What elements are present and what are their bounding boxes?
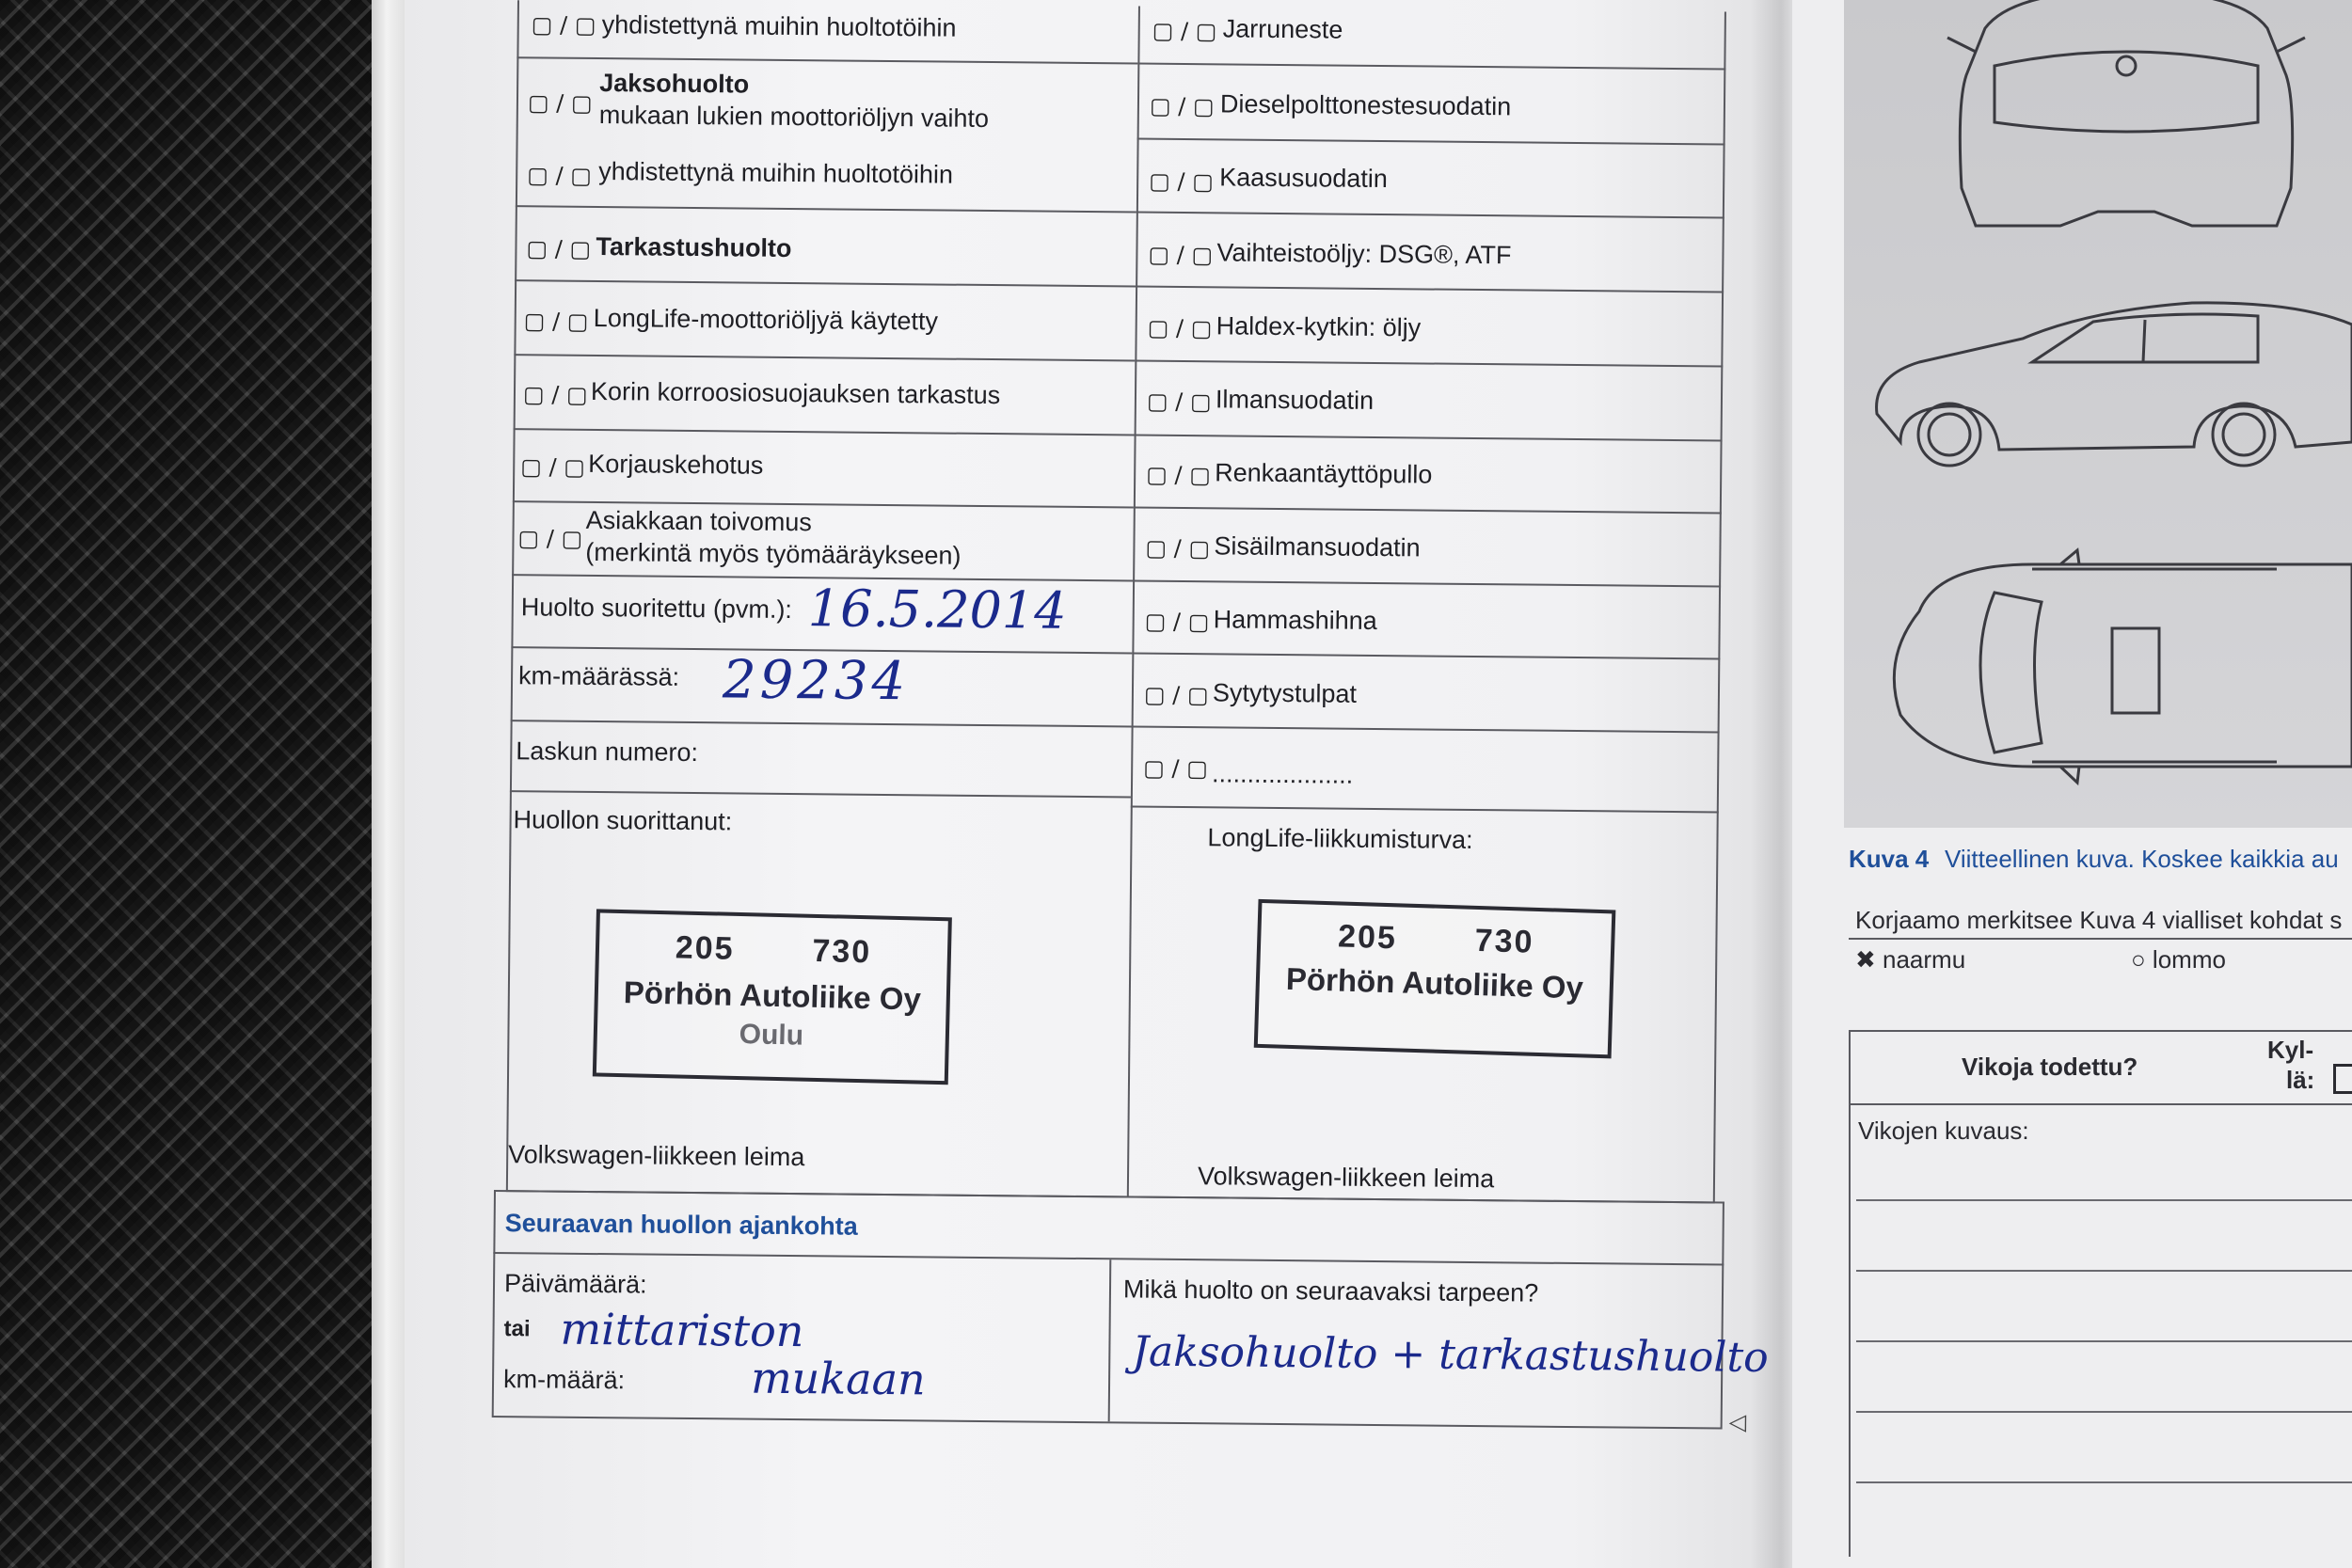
row-divider [1132,725,1720,733]
service-item-blank: .................... [1211,759,1354,789]
service-item-spark-plugs: Sytytystulpat [1212,678,1358,708]
km-value[interactable]: 29234 [722,649,910,713]
performed-by-label: Huollon suorittanut: [513,805,733,836]
checkbox-pair[interactable]: ▢ / ▢ [522,381,588,408]
longlife-label: LongLife-liikkumisturva: [1207,823,1473,854]
service-date-label: Huolto suoritettu (pvm.): [520,593,793,625]
note-divider [1849,938,2352,940]
defects-yes-checkbox[interactable] [2333,1064,2352,1094]
row-divider [1856,1199,2352,1201]
service-item-haldex-oil: Haldex-kytkin: öljy [1216,311,1422,342]
row-divider [1134,507,1722,515]
defects-yes-label-2: lä: [2286,1066,2315,1094]
service-item-repair-request: Korjauskehotus [588,449,764,480]
service-item-combined-1: yhdistettynä muihin huoltotöihin [601,10,957,42]
table-border-left [506,0,519,1190]
service-item-gearbox-oil: Vaihteistoöljy: DSG®, ATF [1216,238,1512,270]
service-item-timing-belt: Hammashihna [1213,605,1377,635]
workshop-note: Korjaamo merkitsee Kuva 4 vialliset kohdat s [1855,906,2343,934]
service-item-tyre-inflator: Renkaantäyttöpullo [1215,458,1433,489]
stamp-dealer-name: Pörhön Autoliike Oy [1285,960,1584,1006]
service-date-value[interactable]: 16.5.2014 [807,578,1067,641]
checkbox-pair[interactable]: ▢ / ▢ [531,11,596,39]
service-item-corrosion-check: Korin korroosiosuojauksen tarkastus [590,376,1001,410]
stamp-numbers [599,928,948,974]
stamp-number-2: 730 [1474,922,1535,960]
row-divider [514,428,1135,436]
defects-table [1849,1030,2352,1557]
checkbox-pair[interactable]: ▢ / ▢ [1148,241,1214,269]
section-border-bottom [492,1416,1723,1430]
booklet-edge [372,0,409,1568]
stamp-label-left: Volkswagen-liikkeen leima [508,1140,805,1172]
checkbox-pair[interactable]: ▢ / ▢ [1149,167,1215,196]
defects-question: Vikoja todettu? [1962,1053,2138,1081]
stamp-dealer-name: Pörhön Autoliike Oy [623,974,922,1017]
legend-scratch: ✖ naarmu [1855,945,1966,974]
service-item-customer-wish: Asiakkaan toivomus [585,505,812,537]
legend-dent: ○ lommo [2131,945,2226,974]
car-rear-view-icon [1947,0,2305,226]
checkbox-pair[interactable]: ▢ / ▢ [1152,17,1217,45]
checkbox-pair[interactable]: ▢ / ▢ [1143,681,1209,709]
service-item-diesel-filter: Dieselpolttonestesuodatin [1219,89,1512,121]
service-item-cabin-filter: Sisäilmansuodatin [1214,531,1421,562]
stamp-city: Oulu [739,1019,804,1052]
car-diagram-svg [1844,0,2352,828]
next-service-title: Seuraavan huollon ajankohta [504,1209,858,1241]
figure-caption: Viitteellinen kuva. Koskee kaikkia au [1945,845,2339,873]
stamp-number-1: 205 [675,929,736,967]
service-record-table [487,0,1726,1206]
page-arrow-icon: ◁ [1728,1409,1747,1435]
checkbox-pair[interactable]: ▢ / ▢ [1149,92,1215,120]
next-handwritten-line-1[interactable]: mittariston [560,1303,804,1357]
service-item-gas-filter: Kaasusuodatin [1219,163,1389,194]
dealer-stamp-left [593,909,952,1085]
car-side-view-icon [1877,303,2352,466]
table-column-divider [1127,7,1140,1196]
checkbox-pair[interactable]: ▢ / ▢ [1143,754,1209,783]
checkbox-pair[interactable]: ▢ / ▢ [526,235,592,262]
row-divider [510,790,1131,798]
row-divider [1136,286,1724,293]
next-date-label: Päivämäärä: [503,1269,647,1299]
row-divider [1856,1481,2352,1483]
stamp-label-right: Volkswagen-liikkeen leima [1197,1162,1495,1194]
checkbox-pair[interactable]: ▢ / ▢ [527,89,593,117]
checkbox-pair[interactable]: ▢ / ▢ [1145,534,1211,562]
service-item-inspection: Tarkastushuolto [596,232,792,263]
service-item-interval-title: Jaksohuolto [599,69,750,99]
defects-yes-label-1: Kyl- [2267,1036,2314,1064]
checkbox-pair[interactable]: ▢ / ▢ [1144,608,1210,636]
checkbox-pair[interactable]: ▢ / ▢ [1146,388,1212,416]
next-handwritten-line-2[interactable]: mukaan [750,1352,926,1405]
invoice-number-label: Laskun numero: [516,736,699,768]
row-divider [1135,435,1723,442]
checkbox-pair[interactable]: ▢ / ▢ [520,453,586,481]
defects-description-label: Vikojen kuvaus: [1858,1117,2029,1145]
dealer-stamp-right [1254,899,1616,1059]
row-divider [1135,360,1723,368]
checkbox-pair[interactable]: ▢ / ▢ [517,525,583,552]
checkbox-pair[interactable]: ▢ / ▢ [527,162,593,189]
table-border-left [1849,1030,1851,1557]
next-service-question: Mikä huolto on seuraavaksi tarpeen? [1122,1275,1539,1307]
section-divider [1108,1259,1112,1421]
service-item-brake-fluid: Jarruneste [1222,14,1343,44]
row-divider [1849,1103,2352,1105]
stamp-number-2: 730 [812,932,872,971]
row-divider [511,720,1132,727]
row-divider [514,354,1135,361]
next-or-label: tai [503,1316,531,1342]
checkbox-pair[interactable]: ▢ / ▢ [1146,461,1212,489]
next-km-label: km-määrä: [502,1365,626,1395]
service-item-customer-wish-note: (merkintä myös työmääräykseen) [585,537,961,570]
row-divider [1133,579,1721,587]
row-divider [1856,1340,2352,1342]
row-divider [516,56,1137,64]
row-divider [1136,212,1724,219]
km-label: km-määrässä: [517,661,680,691]
row-divider [1131,805,1719,813]
car-top-view-icon [1894,550,2352,783]
next-service-section [491,1190,1769,1451]
checkbox-pair[interactable]: ▢ / ▢ [1147,314,1213,342]
row-divider [515,279,1136,287]
service-item-combined-2: yhdistettynä muihin huoltotöihin [598,157,954,189]
next-service-answer[interactable]: Jaksohuolto + tarkastushuolto [1132,1327,1769,1383]
row-divider [1132,652,1720,659]
row-divider [1856,1270,2352,1272]
row-divider [1137,138,1725,146]
stamp-number-1: 205 [1337,918,1398,957]
checkbox-pair[interactable]: ▢ / ▢ [523,308,589,335]
service-item-interval-desc: mukaan lukien moottoriöljyn vaihto [598,101,990,134]
service-item-longlife-oil: LongLife-moottoriöljyä käytetty [593,303,939,336]
service-item-air-filter: Ilmansuodatin [1215,385,1375,415]
table-border-top [1849,1030,2352,1032]
row-divider [1137,63,1725,71]
row-divider [516,205,1136,213]
car-diagram-panel [1844,0,2352,828]
fabric-background [0,0,405,1568]
figure-caption-label: Kuva 4 [1849,845,1930,873]
row-divider [1856,1411,2352,1413]
stamp-numbers [1261,916,1612,963]
